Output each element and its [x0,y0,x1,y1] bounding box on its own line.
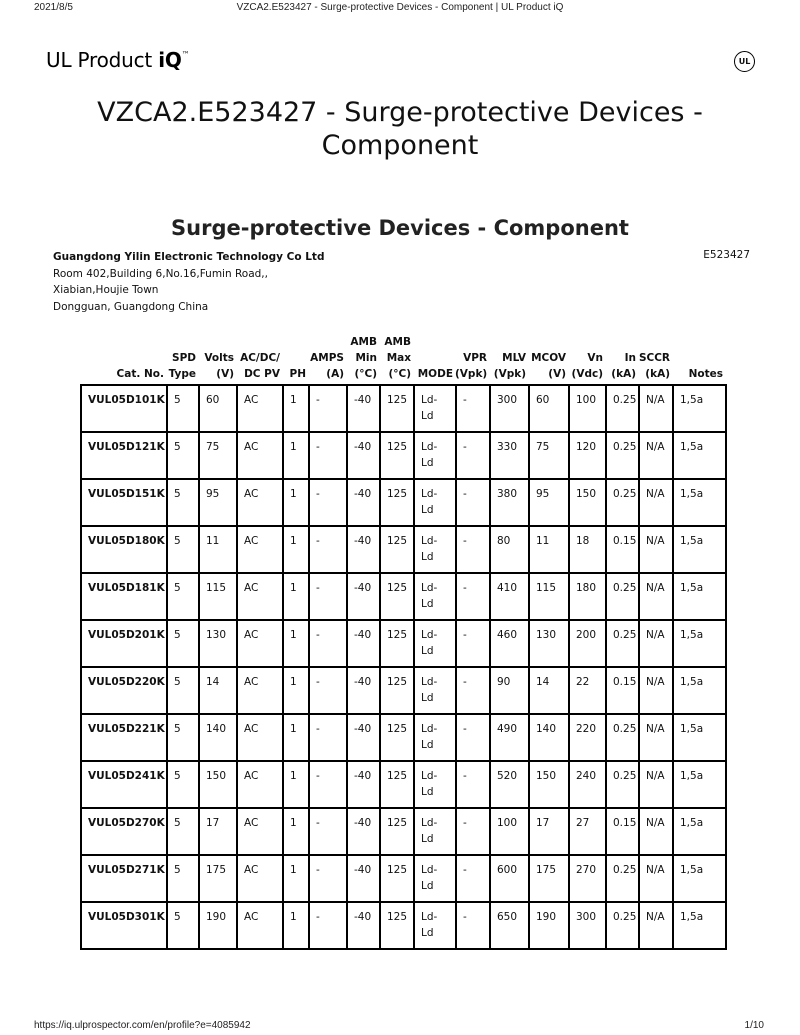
table-cell: N/A [639,761,673,808]
column-header-line: MODE [417,368,453,380]
table-cell: 130 [529,620,569,667]
table-cell: 1 [283,808,309,855]
table-cell: - [456,385,490,432]
table-cell: 80 [490,526,529,573]
column-header-line: SPD [172,352,196,364]
table-cell: 330 [490,432,529,479]
table-cell: - [309,432,347,479]
table-cell: 0.25 [606,432,639,479]
cat-no-cell: VUL05D270K [81,808,167,855]
table-cell: AC [237,761,283,808]
table-cell: - [309,761,347,808]
column-header-line: SCCR [638,352,670,364]
table-cell: 410 [490,573,529,620]
table-cell: 1 [283,667,309,714]
table-cell: -40 [347,620,380,667]
cat-no-cell: VUL05D121K [81,432,167,479]
column-header-line: (V) [216,368,234,380]
column-header-line: AMB [350,336,377,348]
table-cell: - [456,808,490,855]
table-cell: 125 [380,902,414,949]
table-cell: - [309,573,347,620]
table-cell: 0.15 [606,808,639,855]
table-cell: AC [237,902,283,949]
table-cell: Ld- Ld [414,479,456,526]
table-cell: - [456,667,490,714]
column-header [346,334,377,382]
logo-iq: iQ [158,48,182,72]
table-row [81,808,726,855]
table-cell: 75 [199,432,237,479]
print-date: 2021/8/5 [34,2,73,13]
column-header-line: MLV [502,352,526,364]
column-header-line: In [624,352,636,364]
table-cell: Ld- Ld [414,385,456,432]
table-cell: -40 [347,667,380,714]
table-cell: 125 [380,714,414,761]
table-cell: 5 [167,761,199,808]
table-cell: 1,5a [673,620,726,667]
column-header-line: DC PV [244,368,280,380]
table-row [81,902,726,949]
table-cell: 1,5a [673,808,726,855]
table-cell: 5 [167,526,199,573]
cat-no-cell: VUL05D201K [81,620,167,667]
table-cell: - [309,714,347,761]
table-cell: 125 [380,479,414,526]
table-cell: AC [237,714,283,761]
table-cell: - [456,479,490,526]
table-cell: 0.25 [606,385,639,432]
column-header-line: Cat. No. [116,368,164,380]
table-cell: 1,5a [673,385,726,432]
cat-no-cell: VUL05D241K [81,761,167,808]
column-header [198,350,234,382]
column-header-line: (kA) [611,368,636,380]
column-header [528,350,566,382]
print-page-number: 1/10 [744,1020,764,1031]
column-header-line: VPR [463,352,487,364]
table-cell: 175 [529,855,569,902]
table-cell: 300 [490,385,529,432]
table-cell: 1,5a [673,667,726,714]
company-address-line-3: Dongguan, Guangdong China [53,300,209,313]
table-cell: -40 [347,808,380,855]
table-cell: N/A [639,902,673,949]
table-cell: 200 [569,620,606,667]
table-cell: 0.25 [606,855,639,902]
table-cell: - [456,432,490,479]
table-cell: 11 [529,526,569,573]
table-cell: -40 [347,902,380,949]
table-row [81,385,726,432]
table-cell: 5 [167,902,199,949]
table-cell: - [309,479,347,526]
table-row [81,667,726,714]
column-header-line: (°C) [388,368,411,380]
table-row [81,573,726,620]
table-cell: - [456,902,490,949]
column-header-line: Vn [587,352,603,364]
table-cell: - [456,714,490,761]
table-cell: 490 [490,714,529,761]
table-cell: 5 [167,855,199,902]
table-cell: - [309,855,347,902]
table-cell: - [309,902,347,949]
table-cell: 240 [569,761,606,808]
table-cell: 520 [490,761,529,808]
table-cell: 1,5a [673,573,726,620]
table-cell: 5 [167,479,199,526]
table-row [81,526,726,573]
table-cell: 90 [490,667,529,714]
table-cell: 17 [199,808,237,855]
table-cell: 95 [199,479,237,526]
table-cell: 1,5a [673,714,726,761]
table-cell: 125 [380,432,414,479]
table-cell: 5 [167,714,199,761]
column-header-line: MCOV [531,352,566,364]
column-header [568,350,603,382]
table-cell: -40 [347,432,380,479]
product-table [80,384,727,950]
column-header-line: (Vpk) [455,368,488,380]
column-header-line: (Vpk) [493,368,526,380]
table-cell: 1 [283,761,309,808]
table-row [81,432,726,479]
table-cell: N/A [639,667,673,714]
company-name: Guangdong Yilin Electronic Technology Co Ltd [53,251,325,263]
cat-no-cell: VUL05D221K [81,714,167,761]
table-cell: 190 [529,902,569,949]
column-header-line: Max [386,352,411,364]
column-header-line: (kA) [645,368,670,380]
table-cell: - [309,620,347,667]
table-cell: 0.25 [606,761,639,808]
table-cell: 190 [199,902,237,949]
table-cell: 1 [283,902,309,949]
table-cell: 140 [199,714,237,761]
table-cell: 95 [529,479,569,526]
table-cell: 0.25 [606,620,639,667]
table-cell: 17 [529,808,569,855]
print-header [0,2,800,18]
table-cell: N/A [639,855,673,902]
table-cell: 0.25 [606,714,639,761]
table-cell: 1 [283,714,309,761]
print-doc-title: VZCA2.E523427 - Surge-protective Devices - Component | UL Product iQ [236,2,564,13]
table-cell: 270 [569,855,606,902]
table-cell: 1 [283,573,309,620]
table-cell: 1 [283,479,309,526]
column-header-line: AC/DC/ [240,352,280,364]
table-cell: N/A [639,714,673,761]
column-header-line: Volts [204,352,234,364]
table-cell: 1,5a [673,855,726,902]
table-cell: 130 [199,620,237,667]
table-cell: 75 [529,432,569,479]
table-cell: 175 [199,855,237,902]
column-header-line: (°C) [354,368,377,380]
column-header [80,366,164,382]
table-cell: -40 [347,385,380,432]
table-cell: 1 [283,526,309,573]
table-cell: AC [237,432,283,479]
print-footer [34,1020,764,1031]
table-cell: - [456,526,490,573]
table-cell: 0.25 [606,902,639,949]
table-cell: -40 [347,714,380,761]
company-address-line-1: Room 402,Building 6,No.16,Fumin Road,, [53,267,268,280]
table-column-headers [80,332,725,382]
table-cell: N/A [639,573,673,620]
table-cell: AC [237,479,283,526]
column-header [379,334,411,382]
table-cell: - [456,620,490,667]
column-header [308,350,344,382]
cat-no-cell: VUL05D271K [81,855,167,902]
table-cell: 220 [569,714,606,761]
table-cell: 150 [199,761,237,808]
column-header [638,350,670,382]
table-cell: 1,5a [673,526,726,573]
column-header-line: Type [168,368,196,380]
table-row [81,714,726,761]
table-cell: 150 [569,479,606,526]
column-header [282,366,306,382]
file-number: E523427 [703,249,750,261]
table-cell: - [309,526,347,573]
column-header-line: (A) [326,368,344,380]
table-cell: 125 [380,385,414,432]
column-header-line: Notes [688,368,723,380]
cat-no-cell: VUL05D151K [81,479,167,526]
table-cell: -40 [347,479,380,526]
table-cell: 5 [167,808,199,855]
cat-no-cell: VUL05D220K [81,667,167,714]
column-header [455,350,487,382]
table-cell: 100 [569,385,606,432]
table-cell: Ld- Ld [414,714,456,761]
table-cell: 180 [569,573,606,620]
print-url: https://iq.ulprospector.com/en/profile?e=4085942 [34,1020,251,1031]
table-cell: 14 [199,667,237,714]
table-cell: Ld- Ld [414,432,456,479]
table-cell: 22 [569,667,606,714]
table-cell: 150 [529,761,569,808]
cat-no-cell: VUL05D101K [81,385,167,432]
table-cell: - [456,761,490,808]
table-cell: 1 [283,620,309,667]
table-cell: 125 [380,761,414,808]
table-cell: 125 [380,620,414,667]
cat-no-cell: VUL05D301K [81,902,167,949]
cat-no-cell: VUL05D181K [81,573,167,620]
table-cell: 1,5a [673,902,726,949]
table-cell: 1 [283,432,309,479]
table-cell: Ld- Ld [414,761,456,808]
table-cell: 5 [167,385,199,432]
column-header-line: PH [289,368,306,380]
table-cell: 27 [569,808,606,855]
table-cell: AC [237,808,283,855]
table-row [81,479,726,526]
table-cell: AC [237,667,283,714]
table-cell: 125 [380,808,414,855]
table-cell: 1,5a [673,761,726,808]
table-cell: 125 [380,667,414,714]
table-cell: 120 [569,432,606,479]
table-cell: 5 [167,620,199,667]
table-cell: N/A [639,620,673,667]
column-header-line: AMPS [310,352,344,364]
table-cell: 1,5a [673,432,726,479]
table-cell: Ld- Ld [414,667,456,714]
table-cell: N/A [639,526,673,573]
table-cell: 115 [529,573,569,620]
table-cell: Ld- Ld [414,573,456,620]
table-cell: 0.15 [606,667,639,714]
column-header [605,350,636,382]
table-cell: 5 [167,667,199,714]
table-cell: 460 [490,620,529,667]
table-cell: N/A [639,808,673,855]
company-info [53,249,324,315]
column-header [166,350,196,382]
table-cell: 1,5a [673,479,726,526]
table-cell: 14 [529,667,569,714]
table-cell: AC [237,855,283,902]
table-cell: 650 [490,902,529,949]
ul-mark-icon: UL [734,51,755,72]
table-cell: 125 [380,573,414,620]
table-cell: Ld- Ld [414,526,456,573]
table-cell: 60 [529,385,569,432]
table-cell: - [456,573,490,620]
table-row [81,761,726,808]
table-cell: -40 [347,573,380,620]
table-cell: 115 [199,573,237,620]
column-header [413,366,453,382]
table-cell: -40 [347,526,380,573]
logo-text: UL Product [46,48,159,72]
table-cell: - [309,808,347,855]
table-cell: 0.25 [606,479,639,526]
table-cell: - [309,667,347,714]
table-cell: AC [237,385,283,432]
ul-product-iq-logo[interactable] [46,48,190,72]
column-header-line: (V) [548,368,566,380]
table-cell: -40 [347,761,380,808]
table-row [81,620,726,667]
cat-no-cell: VUL05D180K [81,526,167,573]
table-cell: 300 [569,902,606,949]
table-cell: 380 [490,479,529,526]
table-cell: 100 [490,808,529,855]
table-cell: 0.15 [606,526,639,573]
column-header [672,366,723,382]
table-row [81,855,726,902]
table-cell: 18 [569,526,606,573]
table-cell: Ld- Ld [414,620,456,667]
column-header [236,350,280,382]
table-cell: 0.25 [606,573,639,620]
table-cell: 11 [199,526,237,573]
table-cell: 140 [529,714,569,761]
column-header-line: Min [355,352,377,364]
table-cell: Ld- Ld [414,902,456,949]
table-cell: - [309,385,347,432]
table-cell: AC [237,526,283,573]
table-cell: AC [237,573,283,620]
column-header [489,350,526,382]
table-cell: 125 [380,855,414,902]
table-cell: N/A [639,385,673,432]
table-cell: N/A [639,479,673,526]
table-cell: 1 [283,385,309,432]
table-cell: - [456,855,490,902]
table-cell: 5 [167,573,199,620]
table-cell: N/A [639,432,673,479]
table-cell: 5 [167,432,199,479]
section-title: Surge-protective Devices - Component [171,216,629,240]
column-header-line: (Vdc) [571,368,603,380]
column-header-line: AMB [384,336,411,348]
table-cell: AC [237,620,283,667]
table-cell: 125 [380,526,414,573]
table-cell: 60 [199,385,237,432]
table-cell: Ld- Ld [414,855,456,902]
logo-trademark: ™ [181,50,190,59]
page-title: VZCA2.E523427 - Surge-protective Devices - Component [97,97,703,161]
table-cell: 1 [283,855,309,902]
company-address-line-2: Xiabian,Houjie Town [53,284,159,296]
table-cell: 600 [490,855,529,902]
table-cell: -40 [347,855,380,902]
table-cell: Ld- Ld [414,808,456,855]
